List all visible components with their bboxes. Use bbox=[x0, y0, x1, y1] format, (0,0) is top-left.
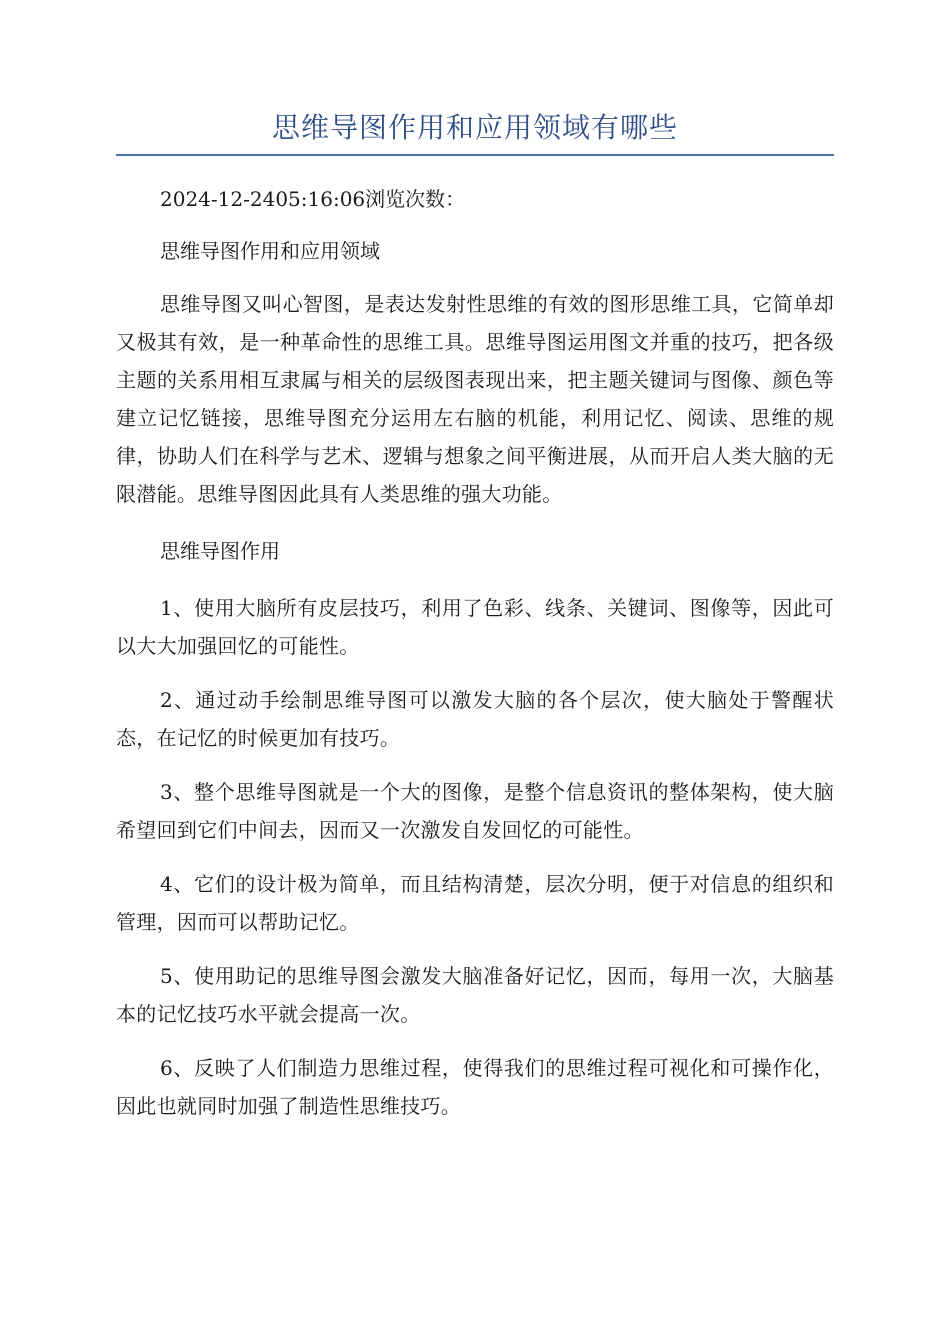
list-item: 1、使用大脑所有皮层技巧，利用了色彩、线条、关键词、图像等，因此可以大大加强回忆的可能性。 bbox=[116, 596, 834, 658]
section-heading: 思维导图作用 bbox=[160, 539, 280, 563]
list-item: 2、通过动手绘制思维导图可以激发大脑的各个层次，使大脑处于警醒状态，在记忆的时候更加有技巧。 bbox=[116, 688, 834, 750]
publish-meta: 2024-12-2405:16:06浏览次数： bbox=[160, 187, 466, 211]
document-page bbox=[116, 108, 834, 1141]
list-item: 6、反映了人们制造力思维过程，使得我们的思维过程可视化和可操作化，因此也就同时加强了制造性思维技巧。 bbox=[116, 1056, 834, 1118]
list-item: 5、使用助记的思维导图会激发大脑准备好记忆，因而，每用一次，大脑基本的记忆技巧水平就会提高一次。 bbox=[116, 964, 834, 1026]
list-item: 4、它们的设计极为简单，而且结构清楚，层次分明，便于对信息的组织和管理，因而可以帮助记忆。 bbox=[116, 872, 834, 934]
intro-paragraph: 思维导图又叫心智图，是表达发射性思维的有效的图形思维工具，它简单却又极其有效，是一种革命性的思维工具。思维导图运用图文并重的技巧，把各级主题的关系用相互隶属与相关的层级图表现出来，把主题关键词与图像、颜色等建立记忆链接，思维导图充分运用左右脑的机能，利用记忆、阅读、思维的规律，协助人们在科学与艺术、逻辑与想象之间平衡进展，从而开启人类大脑的无限潜能。思维导图因此具有人类思维的强大功能。 bbox=[116, 292, 834, 506]
document-title: 思维导图作用和应用领域有哪些 bbox=[116, 108, 834, 156]
document-subtitle: 思维导图作用和应用领域 bbox=[160, 239, 380, 263]
function-list bbox=[116, 589, 834, 1125]
list-item: 3、整个思维导图就是一个大的图像，是整个信息资讯的整体架构，使大脑希望回到它们中间去，因而又一次激发自发回忆的可能性。 bbox=[116, 780, 834, 842]
